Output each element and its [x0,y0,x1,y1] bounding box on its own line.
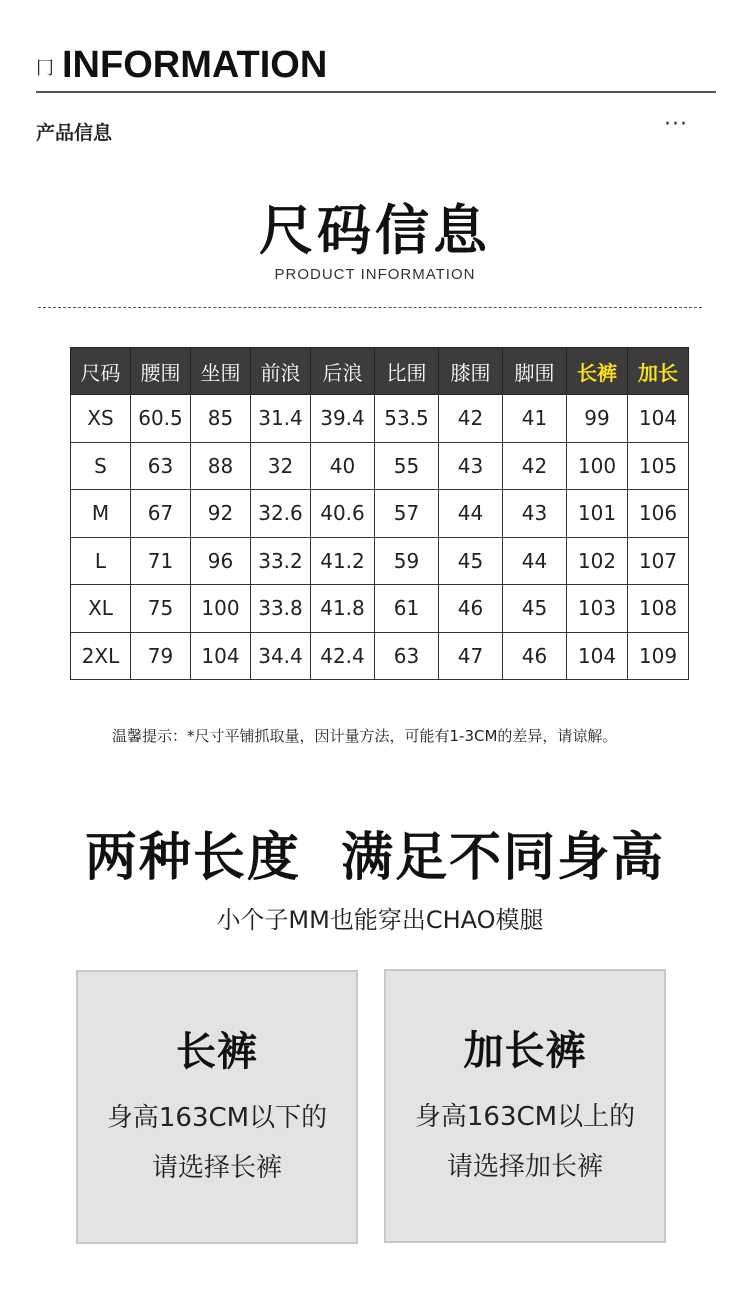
table-row [71,537,689,585]
table-cell: 45 [503,585,567,633]
table-cell: 63 [131,442,191,490]
table-cell: 100 [191,585,251,633]
table-cell: 88 [191,442,251,490]
card-title: 加长裤 [463,1028,587,1074]
size-table-header-cell: 前浪 [251,348,311,395]
table-cell: 109 [628,632,689,680]
table-cell: 41.2 [311,537,375,585]
size-table-header-cell-highlight: 长裤 [567,348,628,395]
table-cell: 60.5 [131,395,191,443]
table-cell: 96 [191,537,251,585]
header-subtitle: 产品信息 [36,122,113,144]
table-cell: 31.4 [251,395,311,443]
table-cell: 45 [439,537,503,585]
table-cell: 40.6 [311,490,375,538]
table-cell: 55 [375,442,439,490]
table-cell: 57 [375,490,439,538]
size-label-cell: XS [71,395,131,443]
table-cell: 104 [567,632,628,680]
table-cell: 33.8 [251,585,311,633]
table-cell: 46 [439,585,503,633]
table-cell: 40 [311,442,375,490]
table-cell: 43 [503,490,567,538]
table-cell: 104 [191,632,251,680]
card-line: 请选择加长裤 [446,1152,603,1182]
table-cell: 103 [567,585,628,633]
card-extra-long-pants [384,969,666,1243]
size-table-header-cell-highlight: 加长 [628,348,689,395]
table-cell: 47 [439,632,503,680]
table-cell: 44 [439,490,503,538]
table-cell: 99 [567,395,628,443]
more-icon[interactable]: ··· [664,112,688,137]
table-cell: 33.2 [251,537,311,585]
table-cell: 34.4 [251,632,311,680]
card-title: 长裤 [176,1029,258,1075]
size-table-header-row [71,348,689,395]
table-cell: 104 [628,395,689,443]
size-table-header-cell: 尺码 [71,348,131,395]
header-mark-icon: 冂 [36,58,53,79]
size-table [70,347,689,680]
table-cell: 101 [567,490,628,538]
table-cell: 105 [628,442,689,490]
size-label-cell: S [71,442,131,490]
table-cell: 102 [567,537,628,585]
size-table-body [71,395,689,680]
size-label-cell: 2XL [71,632,131,680]
card-line: 请选择长裤 [151,1153,282,1183]
length-section-subtitle: 小个子MM也能穿出CHAO模腿 [216,906,544,934]
size-table-header-cell: 膝围 [439,348,503,395]
table-cell: 46 [503,632,567,680]
table-cell: 41.8 [311,585,375,633]
size-label-cell: M [71,490,131,538]
table-cell: 42.4 [311,632,375,680]
card-line: 身高163CM以下的 [106,1103,328,1133]
table-cell: 108 [628,585,689,633]
size-section-title: 尺码信息 [259,199,491,262]
table-cell: 42 [503,442,567,490]
table-row [71,490,689,538]
card-line: 身高163CM以上的 [414,1102,636,1132]
table-cell: 44 [503,537,567,585]
table-cell: 106 [628,490,689,538]
size-label-cell: L [71,537,131,585]
table-cell: 61 [375,585,439,633]
size-table-header-cell: 后浪 [311,348,375,395]
size-table-header-cell: 脚围 [503,348,567,395]
card-long-pants [76,970,358,1244]
table-cell: 39.4 [311,395,375,443]
table-cell: 67 [131,490,191,538]
table-row [71,442,689,490]
table-cell: 75 [131,585,191,633]
measurement-tip: 温馨提示：*尺寸平铺抓取量，因计量方法，可能有1-3CM的差异，请谅解。 [112,727,618,745]
size-section-subtitle: PRODUCT INFORMATION [274,266,476,283]
table-cell: 71 [131,537,191,585]
table-cell: 92 [191,490,251,538]
table-cell: 32 [251,442,311,490]
size-table-header-cell: 比围 [375,348,439,395]
table-cell: 85 [191,395,251,443]
header-title: INFORMATION [62,44,328,86]
size-table-header-cell: 腰围 [131,348,191,395]
table-row [71,395,689,443]
table-cell: 59 [375,537,439,585]
table-cell: 41 [503,395,567,443]
size-label-cell: XL [71,585,131,633]
table-cell: 32.6 [251,490,311,538]
table-cell: 79 [131,632,191,680]
table-cell: 63 [375,632,439,680]
length-section-title: 两种长度 满足不同身高 [84,828,666,888]
size-table-header-cell: 坐围 [191,348,251,395]
header-divider [36,91,716,93]
dashed-divider [38,307,702,308]
table-cell: 53.5 [375,395,439,443]
table-cell: 100 [567,442,628,490]
table-cell: 42 [439,395,503,443]
table-row [71,585,689,633]
table-cell: 43 [439,442,503,490]
table-row [71,632,689,680]
table-cell: 107 [628,537,689,585]
